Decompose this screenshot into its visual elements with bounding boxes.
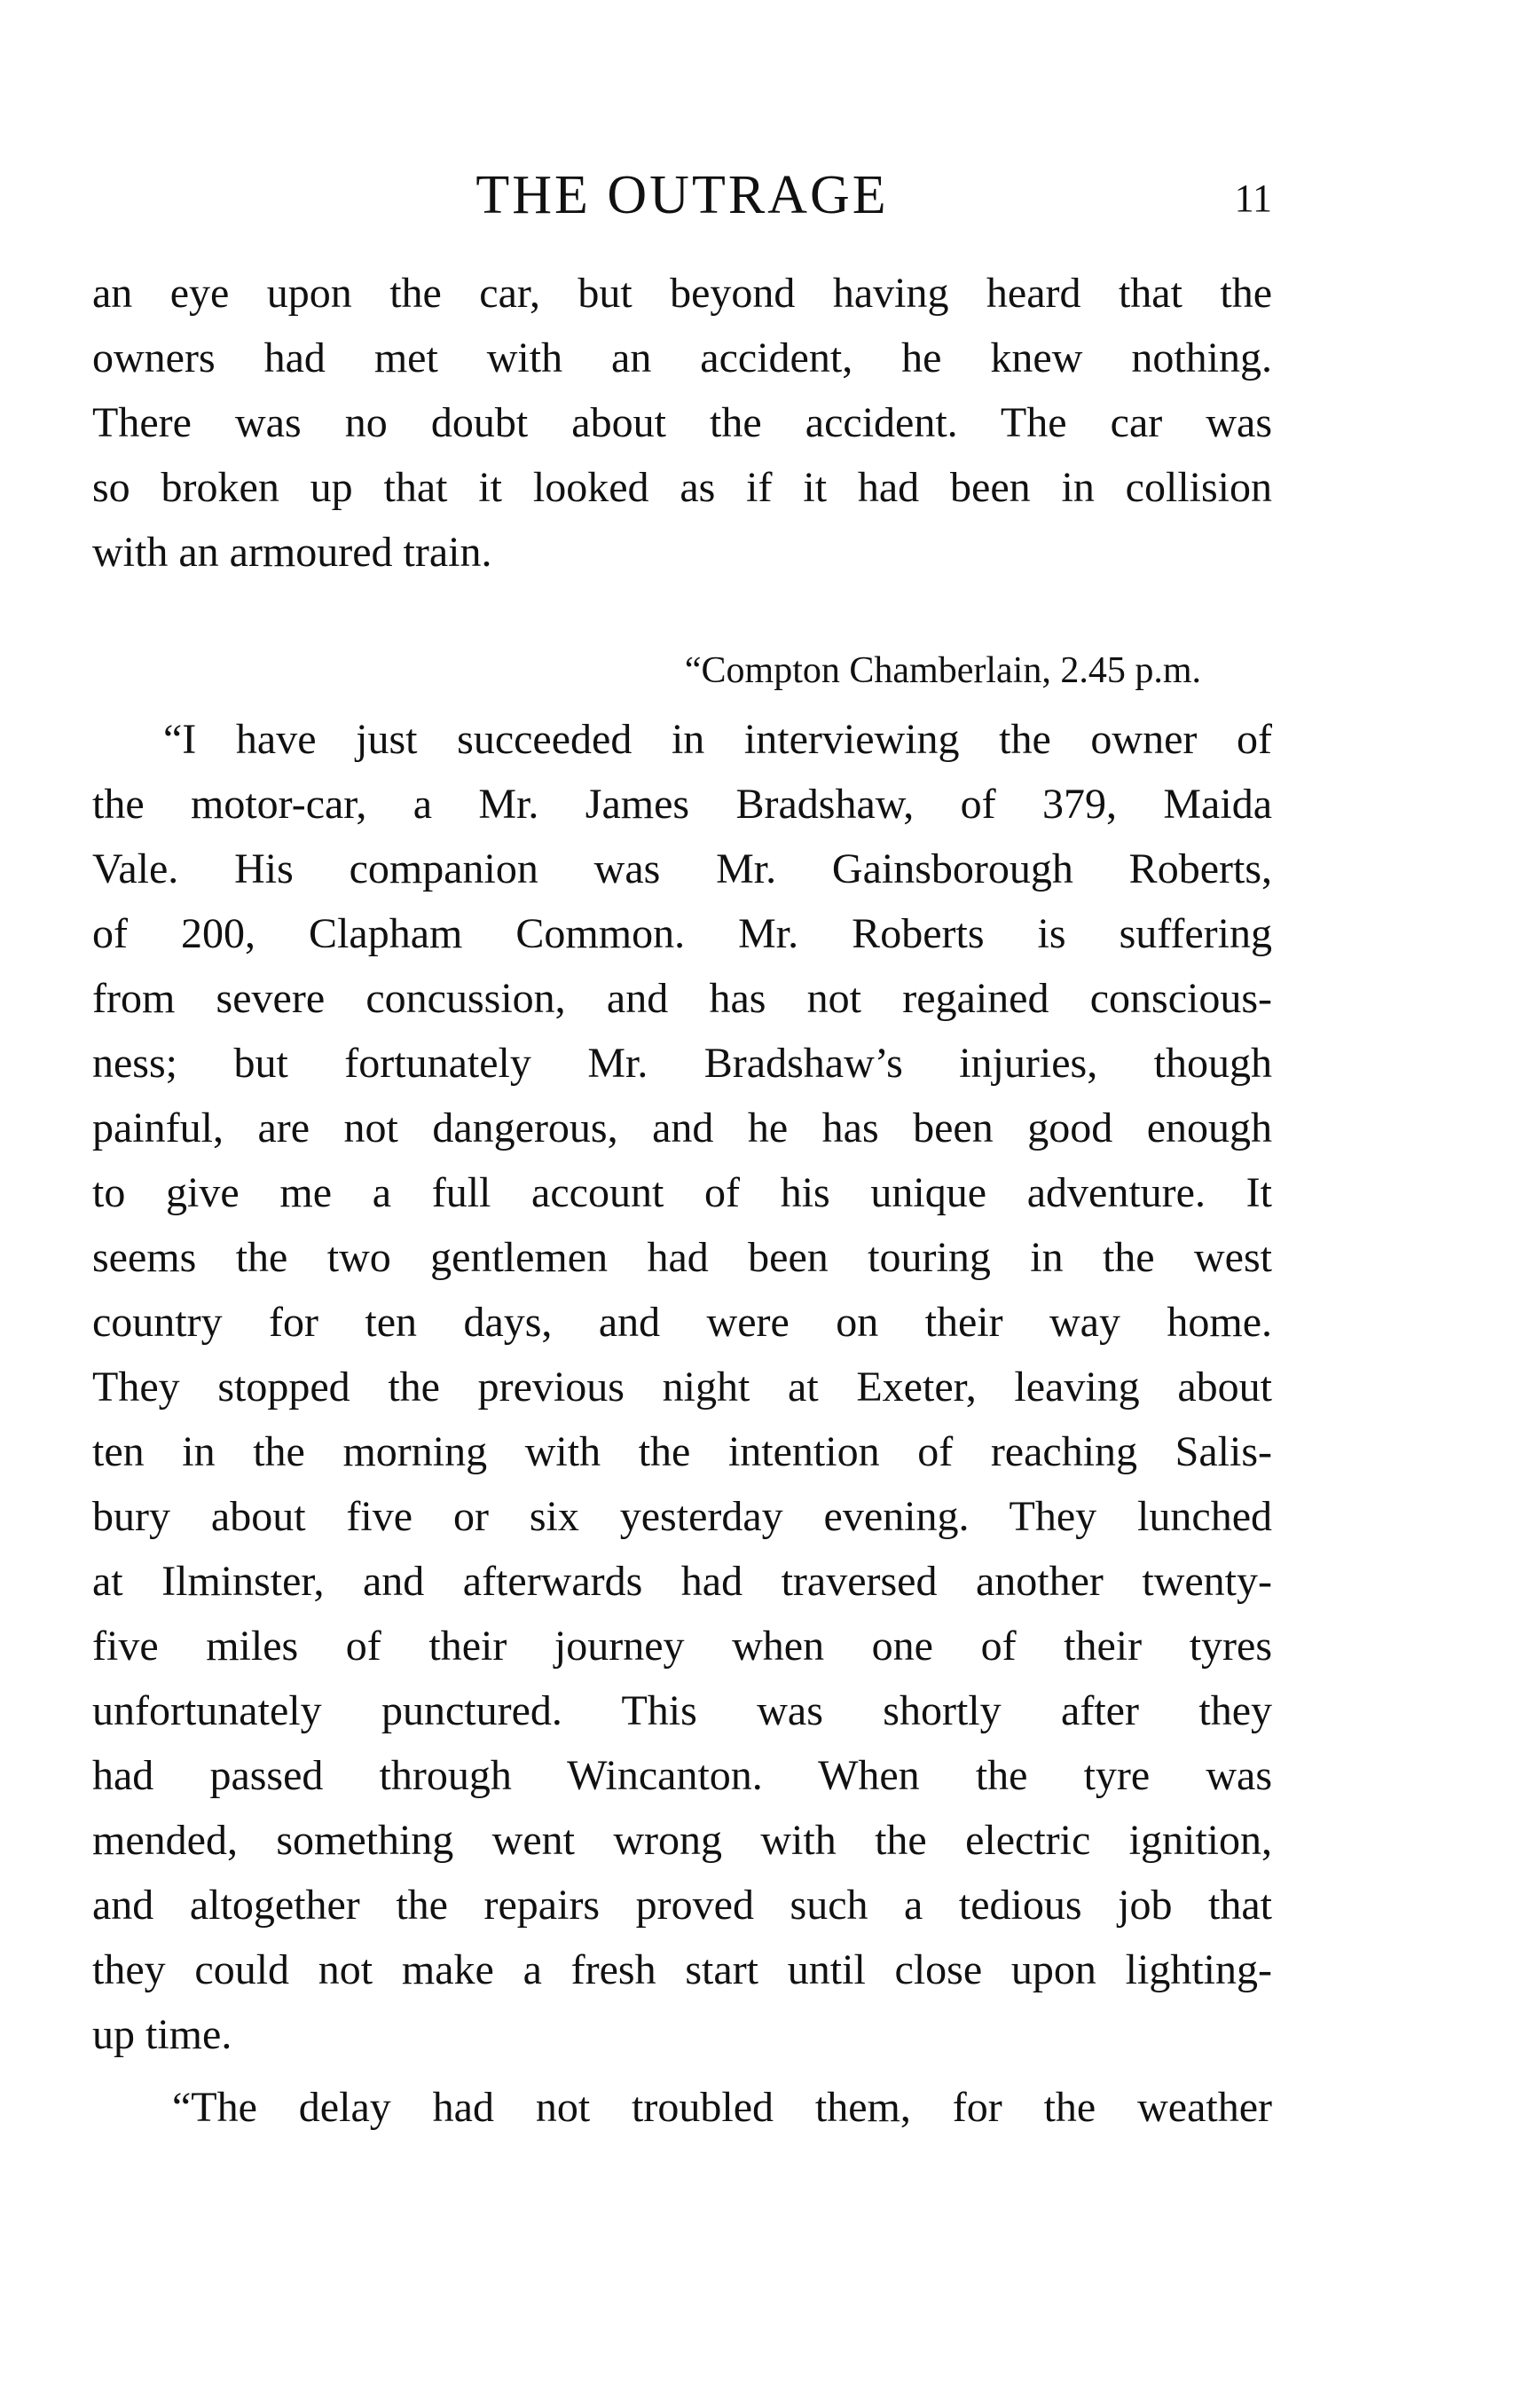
- text-line: they could not make a fresh start until close upon lighting-: [92, 1946, 1272, 1993]
- text-line: country for ten days, and were on their way home.: [92, 1299, 1272, 1346]
- text-line: at Ilminster, and afterwards had traversed another twenty-: [92, 1558, 1272, 1605]
- text-line: and altogether the repairs proved such a tedious job that: [92, 1882, 1272, 1929]
- running-head: [92, 160, 1272, 231]
- text-line: There was no doubt about the accident. The car was: [92, 399, 1272, 446]
- text-line: an eye upon the car, but beyond having heard that the: [92, 270, 1272, 317]
- text-line: the motor-car, a Mr. James Bradshaw, of 379, Maida: [92, 781, 1272, 828]
- text-line: Vale. His companion was Mr. Gainsborough Roberts,: [92, 845, 1272, 892]
- text-line: from severe concussion, and has not regained conscious-: [92, 975, 1272, 1022]
- text-line: “I have just succeeded in interviewing the owner of: [163, 716, 1272, 763]
- dateline: “Compton Chamberlain, 2.45 p.m.: [684, 650, 1201, 691]
- text-line: ness; but fortunately Mr. Bradshaw’s injuries, though: [92, 1040, 1272, 1087]
- text-line: up time.: [92, 2011, 232, 2058]
- text-line: “The delay had not troubled them, for the weather: [172, 2084, 1272, 2131]
- text-line: ten in the morning with the intention of reaching Salis-: [92, 1428, 1272, 1475]
- text-line: of 200, Clapham Common. Mr. Roberts is suffering: [92, 910, 1272, 957]
- text-line: five miles of their journey when one of their tyres: [92, 1623, 1272, 1670]
- text-line: painful, are not dangerous, and he has been good enough: [92, 1104, 1272, 1151]
- text-line: seems the two gentlemen had been touring in the west: [92, 1234, 1272, 1281]
- text-line: mended, something went wrong with the electric ignition,: [92, 1817, 1272, 1864]
- text-line: unfortunately punctured. This was shortly after they: [92, 1687, 1272, 1734]
- page-number: 11: [1234, 177, 1272, 220]
- text-line: They stopped the previous night at Exeter, leaving about: [92, 1363, 1272, 1411]
- text-line: owners had met with an accident, he knew nothing.: [92, 334, 1272, 381]
- text-line: bury about five or six yesterday evening. They lunched: [92, 1493, 1272, 1540]
- text-line: had passed through Wincanton. When the tyre was: [92, 1752, 1272, 1799]
- text-line: so broken up that it looked as if it had been in collision: [92, 464, 1272, 511]
- text-line: with an armoured train.: [92, 529, 492, 576]
- running-title: THE OUTRAGE: [475, 165, 889, 225]
- text-line: to give me a full account of his unique adventure. It: [92, 1169, 1272, 1216]
